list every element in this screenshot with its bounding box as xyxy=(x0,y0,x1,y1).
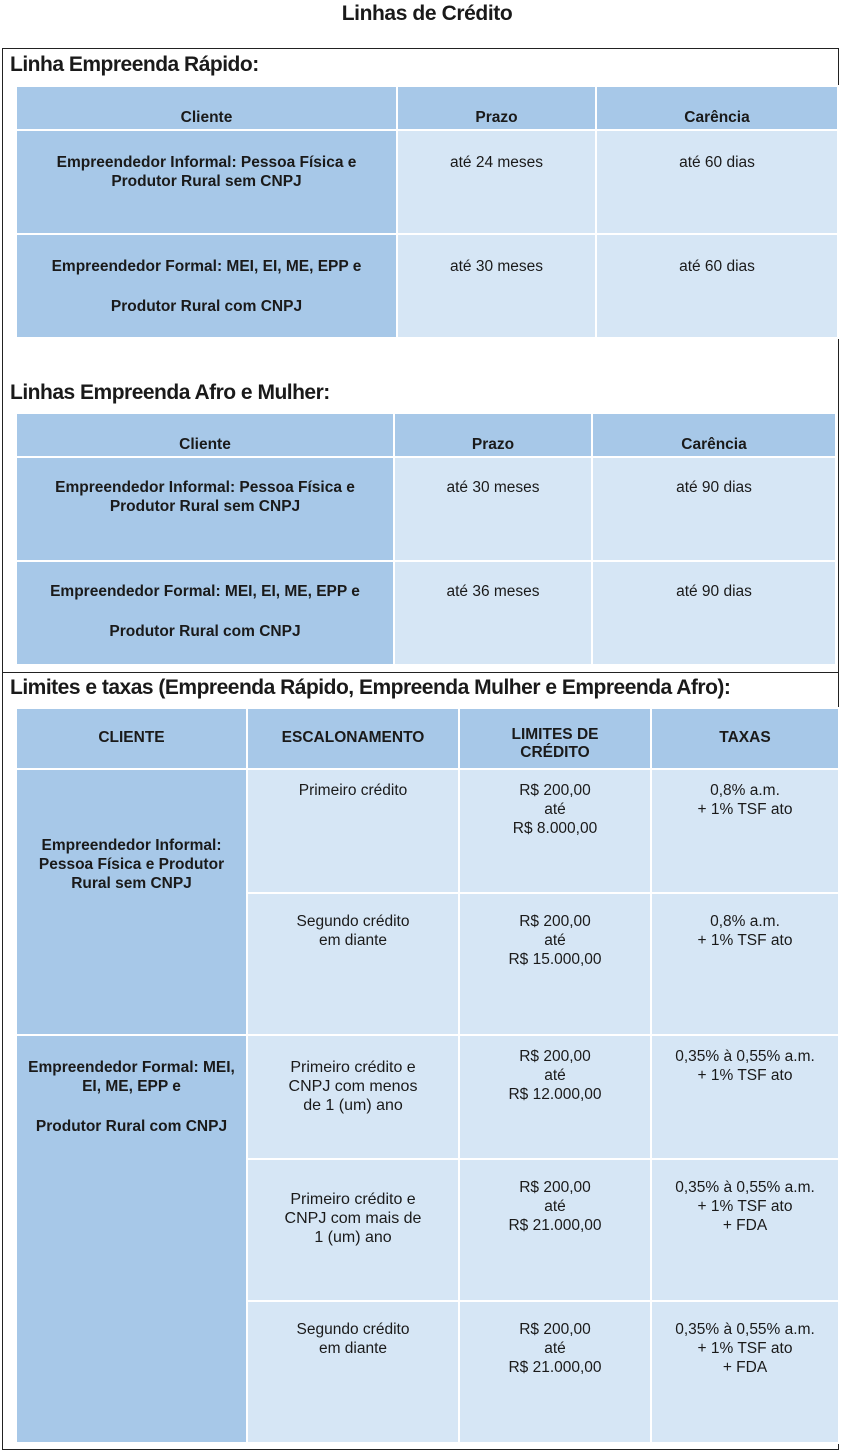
header-limites: LIMITES DE CRÉDITO xyxy=(459,708,651,769)
limite-ate: até xyxy=(544,1067,566,1084)
limite-min: R$ 200,00 xyxy=(519,1179,591,1196)
table-row xyxy=(16,769,839,893)
limite-min: R$ 200,00 xyxy=(519,1048,591,1065)
taxa-tsf: + 1% TSF ato xyxy=(697,1067,793,1084)
page-title: Linhas de Crédito xyxy=(341,2,513,25)
header-carencia: Carência xyxy=(596,86,838,130)
prazo-value: até 30 meses xyxy=(446,479,540,496)
header-prazo: Prazo xyxy=(397,86,596,130)
prazo-value: até 36 meses xyxy=(446,583,540,600)
carencia-value: até 60 dias xyxy=(679,258,755,275)
limite-min: R$ 200,00 xyxy=(519,782,591,799)
client-informal: Empreendedor Informal: Pessoa Física e Produtor Rural sem CNPJ xyxy=(56,154,357,190)
header-escalonamento: ESCALONAMENTO xyxy=(247,708,459,769)
section2-title: Linhas Empreenda Afro e Mulher: xyxy=(10,381,330,404)
limite-ate: até xyxy=(544,801,566,818)
client-formal-line1: Empreendedor Formal: MEI, EI, ME, EPP e xyxy=(51,258,362,275)
taxa-tsf: + 1% TSF ato xyxy=(697,1198,793,1215)
escalonamento-value: Primeiro crédito e CNPJ com menos de 1 (um) ano xyxy=(288,1059,418,1114)
taxa-value: 0,8% a.m. xyxy=(710,782,780,799)
header-cliente: CLIENTE xyxy=(16,708,247,769)
limite-ate: até xyxy=(544,1340,566,1357)
limite-min: R$ 200,00 xyxy=(519,913,591,930)
client-formal-line1: Empreendedor Formal: MEI, EI, ME, EPP e xyxy=(50,583,360,600)
section3-table xyxy=(15,707,840,1444)
table-row xyxy=(16,457,836,561)
limite-max: R$ 8.000,00 xyxy=(512,820,598,837)
client-formal-line1: Empreendedor Formal: MEI, EI, ME, EPP e xyxy=(28,1059,235,1095)
taxa-fda: + FDA xyxy=(722,1217,768,1234)
limite-max: R$ 15.000,00 xyxy=(508,951,602,968)
taxa-value: 0,35% à 0,55% a.m. xyxy=(675,1048,815,1065)
escalonamento-value: Primeiro crédito xyxy=(298,782,408,799)
table-row xyxy=(16,234,838,338)
taxa-value: 0,35% à 0,55% a.m. xyxy=(675,1179,815,1196)
escalonamento-value: Primeiro crédito e CNPJ com mais de 1 (um) ano xyxy=(284,1191,422,1246)
taxa-tsf: + 1% TSF ato xyxy=(697,801,793,818)
prazo-value: até 30 meses xyxy=(449,258,544,275)
header-taxas: TAXAS xyxy=(651,708,839,769)
section2-table xyxy=(15,412,837,666)
escalonamento-value: Segundo crédito xyxy=(296,1321,410,1338)
carencia-value: até 90 dias xyxy=(676,479,752,496)
limite-max: R$ 21.000,00 xyxy=(508,1359,602,1376)
header-cliente: Cliente xyxy=(16,86,397,130)
header-prazo: Prazo xyxy=(394,413,592,457)
section1-title: Linha Empreenda Rápido: xyxy=(10,53,259,76)
limite-max: R$ 21.000,00 xyxy=(508,1217,602,1234)
client-formal-line2: Produtor Rural com CNPJ xyxy=(110,298,303,315)
header-cliente: Cliente xyxy=(16,413,394,457)
taxa-tsf: + 1% TSF ato xyxy=(697,932,793,949)
limite-max: R$ 12.000,00 xyxy=(508,1086,602,1103)
taxa-value: 0,35% à 0,55% a.m. xyxy=(675,1321,815,1338)
taxa-tsf: + 1% TSF ato xyxy=(697,1340,793,1357)
carencia-value: até 60 dias xyxy=(679,154,755,171)
table-row xyxy=(16,130,838,234)
limite-ate: até xyxy=(544,932,566,949)
table-row xyxy=(16,1035,839,1159)
escalonamento-value-line2: em diante xyxy=(318,932,388,949)
client-informal: Empreendedor Informal: Pessoa Física e Produtor Rural sem CNPJ xyxy=(38,837,225,892)
limite-ate: até xyxy=(544,1198,566,1215)
client-informal: Empreendedor Informal: Pessoa Física e Produtor Rural sem CNPJ xyxy=(55,479,355,515)
prazo-value: até 24 meses xyxy=(449,154,544,171)
client-formal-line2: Produtor Rural com CNPJ xyxy=(109,623,301,640)
escalonamento-value-line2: em diante xyxy=(318,1340,388,1357)
header-carencia: Carência xyxy=(592,413,836,457)
taxa-fda: + FDA xyxy=(722,1359,768,1376)
section3-title: Limites e taxas (Empreenda Rápido, Empreenda Mulher e Empreenda Afro): xyxy=(10,676,731,699)
table-row xyxy=(16,561,836,665)
escalonamento-value: Segundo crédito xyxy=(296,913,410,930)
client-formal-line2: Produtor Rural com CNPJ xyxy=(35,1118,228,1135)
taxa-value: 0,8% a.m. xyxy=(710,913,780,930)
section1-table xyxy=(15,85,839,339)
limite-min: R$ 200,00 xyxy=(519,1321,591,1338)
carencia-value: até 90 dias xyxy=(676,583,752,600)
